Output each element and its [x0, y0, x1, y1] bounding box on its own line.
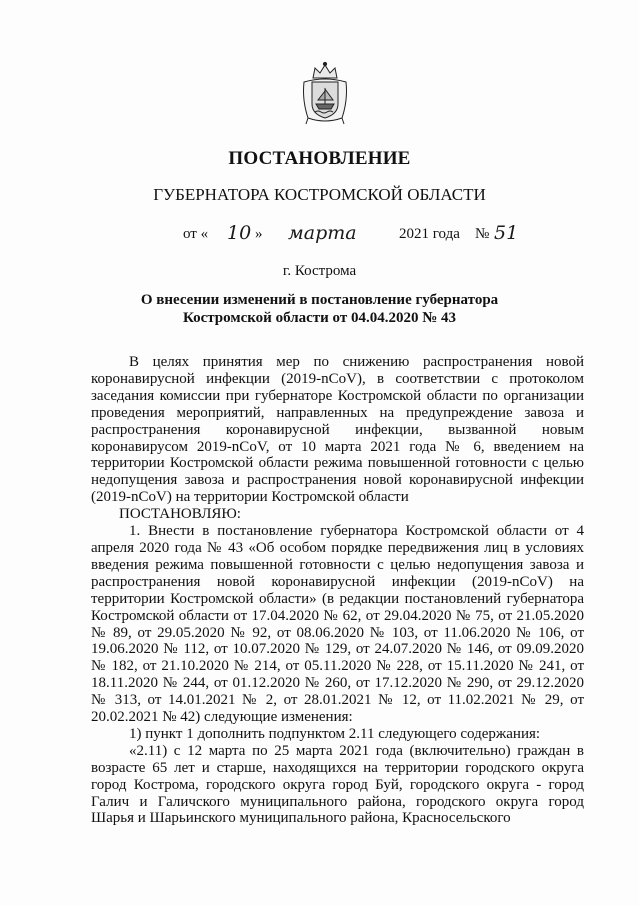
date-quote-close: »	[255, 226, 263, 242]
date-day-handwritten: 10	[227, 222, 252, 244]
coat-of-arms-emblem	[298, 60, 352, 126]
date-prefix: от «	[183, 226, 209, 242]
decree-word: ПОСТАНОВЛЯЮ:	[119, 506, 241, 523]
heading-line-2: Костромской области от 04.04.2020 № 43	[182, 310, 457, 326]
item-1-paragraph: 1. Внести в постановление губернатора Костромской области от 4 апреля 2020 года № 43 «Об особом порядке передвижения лиц в условиях введения режима повышенной готовности с целью недопущения завоза и распространения новой коронавирусной инфекции (2019-nCoV) на территории Костромской области» (в редакции постановлений губернатора Костромской области от 17.04.2020 № 62, от 29.04.2020 № 75, от 21.05.2020 № 89, от 29.05.2020 № 92, от 08.06.2020 № 103, от 11.06.2020 № 106, от 19.06.2020 № 112, от 10.07.2020 № 129, от 24.07.2020 № 146, от 09.09.2020 № 182, от 21.10.2020 № 214, от 05.11.2020 № 228, от 15.11.2020 № 241, от 18.11.2020 № 244, от 01.12.2020 № 260, от 17.12.2020 № 290, от 29.12.2020 № 313, от 14.01.2021 № 2, от 28.01.2021 № 12, от 11.02.2021 № 29, от 20.02.2021 № 42) следующие изменения:	[91, 523, 584, 726]
date-month-handwritten: марта	[288, 222, 357, 244]
number-sign: №	[475, 226, 490, 242]
subitem-1-paragraph: 1) пункт 1 дополнить подпунктом 2.11 следующего содержания:	[129, 725, 541, 742]
document-body	[91, 354, 584, 827]
document-heading	[0, 291, 639, 327]
document-issuer: ГУБЕРНАТОРА КОСТРОМСКОЙ ОБЛАСТИ	[153, 185, 486, 204]
document-number-handwritten: 51	[494, 222, 519, 244]
date-line	[183, 222, 543, 248]
date-year: 2021 года	[399, 226, 460, 242]
heading-line-1: О внесении изменений в постановление губернатора	[140, 292, 499, 308]
preamble-paragraph: В целях принятия мер по снижению распространения новой коронавирусной инфекции (2019-nCoV), в соответствии с протоколом заседания комиссии при губернаторе Костромской области по организации проведения мероприятий, направленных на предупреждение завоза и распространения коронавирусной инфекции, вызванной новым коронавирусом 2019-nCoV, от 10 марта 2021 года № 6, введением на территории Костромской области режима повышенной готовности с целью недопущения завоза и распространения новой коронавирусной инфекции (2019-nCoV) на территории Костромской области	[91, 354, 584, 506]
city: г. Кострома	[282, 263, 357, 279]
clause-2-11-paragraph: «2.11) с 12 марта по 25 марта 2021 года (включительно) граждан в возрасте 65 лет и старше, находящихся на территории городского округа город Кострома, городского округа город Буй, городского округа - город Галич и Галичского муниципального района, городского округа город Шарья и Шарьинского муниципального района, Красносельского	[91, 742, 584, 827]
document-title: ПОСТАНОВЛЕНИЕ	[228, 148, 411, 169]
